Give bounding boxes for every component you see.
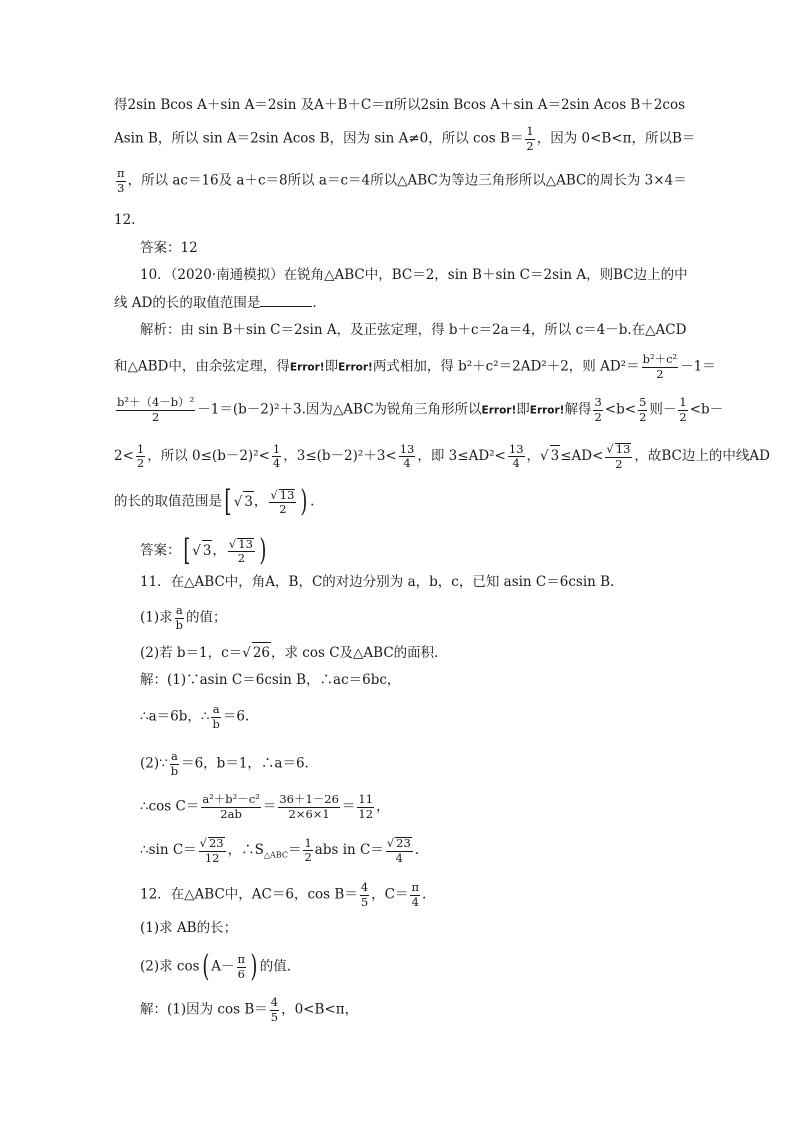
- text-line: ∴cos C＝ $\frac{\text{a²＋b²－c²}}{2ab}$ ＝ $\frac{36+1-26}{2\times 6\times 1}$ ＝ $\frac{11}{12}$ ，: [140, 792, 390, 821]
- fraction: $\frac{a}{b}$: [212, 702, 220, 731]
- fraction: $\frac{1}{2}$: [526, 124, 534, 153]
- fraction: $\frac{\text{a²＋b²－c²}}{2ab}$: [202, 792, 260, 821]
- fraction: $\frac{\text{b²＋c²}}{2}$: [642, 352, 678, 381]
- fraction: $\frac{\pi}{4}$: [411, 880, 420, 909]
- answer-blank: [260, 294, 312, 307]
- text-line: (2)求 cos( A－ $\frac{\pi}{6}$ ) 的值．: [140, 949, 301, 984]
- answer-line: 答案：12: [140, 240, 198, 256]
- question-11: 11．在△ABC中，角A，B，C的对边分别为 a，b，c，已知 asin C＝6csin B.: [140, 574, 615, 590]
- text-line: ∴a＝6b，∴ $\frac{a}{b}$ ＝6.: [140, 702, 250, 731]
- fraction: $\frac{a}{b}$: [170, 749, 179, 778]
- fraction: $\frac{1}{2}$: [136, 441, 145, 470]
- text-line: $\frac{\pi}{3}$ ，所以 ac＝16及 a＋c＝8所以 a＝c＝4所以△ABC为等边三角形所以△ABC的周长为 3×4＝: [117, 166, 687, 195]
- radical: √ 3: [192, 543, 212, 559]
- fraction: $\frac{13}{4}$: [399, 441, 415, 470]
- fraction: √ $\frac{13}{2}$: [605, 443, 632, 470]
- text-line: 得2sin Bcos A＋sin A＝2sin 及A＋B＋C＝π所以2sin Bcos A＋sin A＝2sin Acos B＋2cos: [114, 97, 686, 113]
- text-line: (1)求 $\frac{a}{b}$ 的值；: [140, 603, 227, 632]
- text-line: 和△ABD中，由余弦定理，得Error!即Error!两式相加，得 b²＋c²＝2AD²＋2，则 AD²＝ $\frac{\text{b²＋c²}}{2}$ －1＝: [114, 352, 716, 381]
- text-line: 解：(1)因为 cos B＝ $\frac{4}{5}$ ，0<B<π，: [140, 995, 359, 1024]
- fraction: $\frac{\pi}{3}$: [117, 166, 125, 195]
- fraction: $\frac{4}{5}$: [270, 995, 279, 1024]
- text-line: 的长的取值范围是[√ 3， √ $\frac{13}{2}$ ) .: [114, 487, 314, 517]
- answer-line: 答案：[√ 3， √ $\frac{13}{2}$ ): [140, 536, 269, 566]
- fraction: $\frac{11}{12}$: [358, 792, 374, 821]
- text-line: 12.: [114, 212, 136, 228]
- fraction: √ $\frac{13}{2}$: [228, 538, 255, 565]
- fraction: $\frac{4}{5}$: [360, 880, 369, 909]
- fraction: $\frac{5}{2}$: [639, 395, 647, 424]
- fraction: $\frac{3}{2}$: [594, 395, 602, 424]
- fraction: √ $\frac{23}{4}$: [386, 837, 413, 864]
- fraction: $\frac{a}{b}$: [175, 603, 183, 632]
- text-line: (2)∵ $\frac{a}{b}$ ＝6，b＝1，∴a＝6.: [140, 749, 309, 778]
- text-line: 解析：由 sin B＋sin C＝2sin A，及正弦定理，得 b＋c＝2a＝4，所以 c＝4－b.在△ACD: [140, 322, 687, 338]
- question-10: 10．（2020·南通模拟）在锐角△ABC中，BC＝2，sin B＋sin C＝2sin A，则BC边上的中: [140, 267, 688, 283]
- text-line: 线 AD的长的取值范围是 .: [114, 295, 317, 311]
- fraction: $\frac{\pi}{6}$: [237, 952, 246, 981]
- text-line: $\frac{\text{b²＋（4－b）²}}{2}$ －1＝(b－2)²＋3.因为△ABC为锐角三角形所以Error!即Error!解得 $\frac{3}{2}$ <b< $\frac{5}{2}$ 则－ $\frac{1}{2}$ <b－: [117, 395, 724, 424]
- text-line: 解：(1)∵asin C＝6csin B，∴ac＝6bc，: [140, 672, 401, 688]
- text-line: ∴sin C＝ √ $\frac{23}{12}$ ，$\therefore S_{\triangle ABC}=$ $\frac{1}{2}$ abs in C＝ √ $\frac{23}{4}$ .: [140, 837, 419, 864]
- text-line: (2)若 b＝1，c＝√ 26，求 cos C及△ABC的面积．: [140, 642, 448, 663]
- fraction: $\frac{1}{2}$: [679, 395, 687, 424]
- radical: √ 3: [540, 448, 560, 464]
- text-line: 2< $\frac{1}{2}$ ，所以 0≤(b－2)²< $\frac{1}{4}$ ，3≤(b－2)²＋3< $\frac{13}{4}$ ，即 3≤AD²< $\frac{13}{4}$ ，√ 3≤AD< √ $\frac{13}{2}$ ，故BC边上的中线AD: [114, 443, 770, 470]
- fraction: $\frac{13}{4}$: [508, 441, 524, 470]
- fraction: √ $\frac{23}{12}$: [199, 837, 226, 864]
- fraction: $\frac{\text{b²＋（4－b）²}}{2}$: [117, 395, 195, 424]
- question-12: 12．在△ABC中，AC＝6，cos B＝ $\frac{4}{5}$ ，C＝ $\frac{\pi}{4}$ .: [140, 880, 427, 909]
- fraction: $\frac{1}{2}$: [304, 835, 312, 864]
- radical: √ 3: [234, 494, 254, 510]
- fraction: $\frac{36+1-26}{2\times 6\times 1}$: [279, 792, 339, 821]
- text-line: Asin B，所以 sin A＝2sin Acos B，因为 sin A≠0，所以 cos B＝ $\frac{1}{2}$ ，因为 0<B<π，所以B＝: [114, 124, 696, 153]
- fraction: $\frac{1}{4}$: [272, 441, 281, 470]
- radical: √ 26: [242, 645, 271, 661]
- text-line: (1)求 AB的长；: [140, 920, 238, 936]
- fraction: √ $\frac{13}{2}$: [269, 489, 296, 516]
